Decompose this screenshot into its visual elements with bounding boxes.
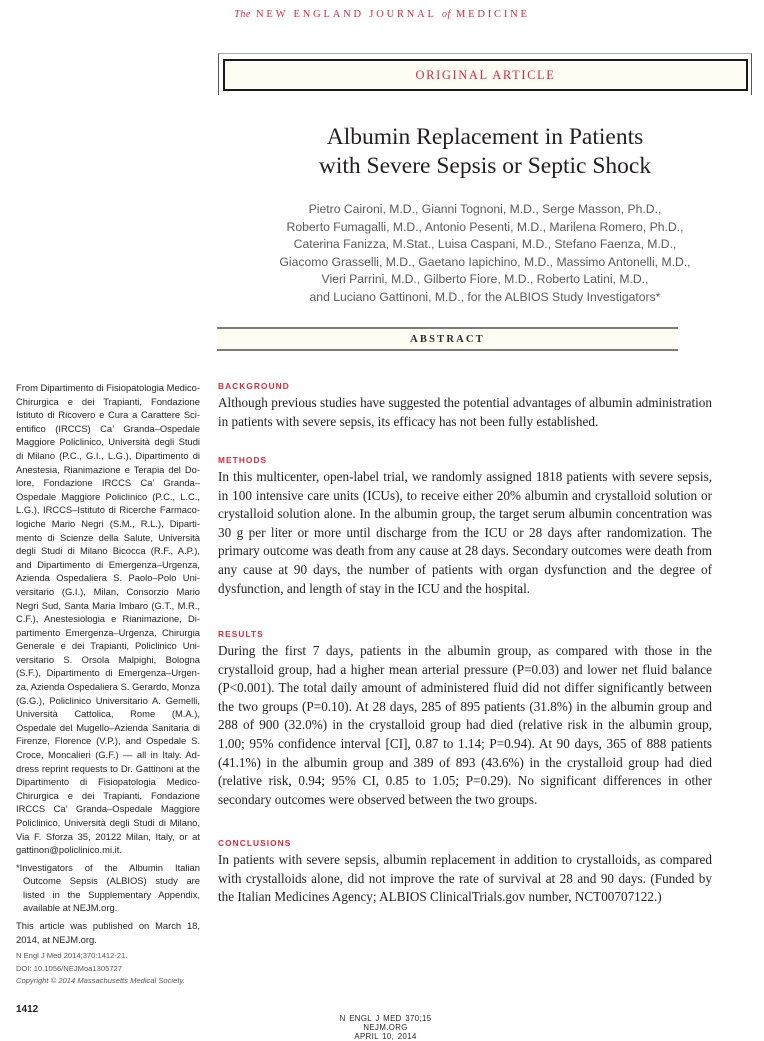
publication-note: This article was published on March 18, 2014, at NEJM.org. bbox=[16, 920, 200, 945]
section-heading: METHODS bbox=[218, 455, 268, 465]
author-line: Roberto Fumagalli, M.D., Antonio Pesenti, M.D., Marilena Romero, Ph.D., bbox=[286, 219, 684, 234]
masthead-name-part2: MEDICINE bbox=[456, 9, 530, 20]
article-type-frame bbox=[223, 59, 748, 91]
section-text: In patients with severe sepsis, albumin replacement in addition to crystalloids, as compared with crystalloids alone, did not improve the rate of survival at 28 and 90 days. (Funded by the Italian Medicines Agency; ALBIOS ClinicalTrials.gov number, NCT00707122.) bbox=[218, 852, 712, 905]
abstract-section-background bbox=[218, 381, 712, 431]
journal-masthead bbox=[0, 9, 764, 20]
section-text: In this multicenter, open-label trial, we randomly assigned 1818 patients with severe sepsis, in 100 intensive care units (ICUs), to receive either 20% albumin and crystalloid solution or crystalloid solution alone. In the albumin group, the target serum albumin concentration was 30 g per liter or more until discharge from the ICU or 28 days after randomization. The primary outcome was death from any cause at 28 days. Secondary outcomes were death from any cause at 90 days, the number of patients with organ dysfunction and the degree of dysfunction, and length of stay in the ICU and the hospital. bbox=[218, 469, 712, 596]
copyright-line: Copyright © 2014 Massachusetts Medical Society. bbox=[16, 976, 185, 986]
author-affiliations: From Dipartimento di Fisiopatologia Medico-Chirurgica e dei Trapianti, Fondazione Istituto di Ricovero e Cura a Carattere Scientifico (IRCCS) Ca’ Granda–Ospedale Maggiore Policlinico, Università degli Studi di Milano (P.C., G.I., L.G.), Dipartimento di Anestesia, Rianimazione e Terapia del Dolore, Fondazione IRCCS Ca’ Granda–Ospedale Maggiore Policlinico (P.C., L.C., L.G.), IRCCS–Istituto di Ricerche Farmacologiche Mario Negri (S.M., R.L.), Dipartimento di Scienze della Salute, Università degli Studi di Milano Bicocca (R.F., A.P.), and Dipartimento di Emergenza–Urgenza, Azienda Ospedaliera S. Paolo–Polo Universitario (G.I.), Milan, Consorzio Mario Negri Sud, Santa Maria Imbaro (G.T., M.R., C.F.), Anestesiologia e Rianimazione, Dipartimento Emergenza–Urgenza, Chirurgia Generale e dei Trapianti, Policlinico Universitario S. Orsola Malpighi, Bologna (S.F.), Dipartimento di Emergenza–Urgenza, Azienda Ospedaliera S. Gerardo, Monza (G.G.), Policlinico Universitario A. Gemelli, Università Cattolica, Rome (M.A.), Ospedale del Mugello–Azienda Sanitaria di Firenze, Florence (V.P.), and Ospedale S. Croce, Moncalieri (G.F.) — all in Italy. Address reprint requests to Dr. Gattinoni at the Dipartimento di Fisiopatologia Medico-Chirurgica e dei Trapianti, Fondazione IRCCS Ca’ Granda–Ospedale Maggiore Policlinico, Università degli Studi di Milano, Via F. Sforza 35, 20122 Milan, Italy, or at gattinon@policlinico.mi.it. bbox=[16, 382, 200, 856]
article-type-label: ORIGINAL ARTICLE bbox=[415, 67, 556, 82]
sidebar-notes bbox=[16, 381, 200, 987]
masthead-name-part1: NEW ENGLAND JOURNAL bbox=[256, 9, 437, 20]
section-text: During the first 7 days, patients in the albumin group, as compared with those in the crystalloid group, had a higher mean arterial pressure (P=0.03) and lower net fluid balance (P<0.001). The total daily amount of administered fluid did not differ significantly between the two groups (P=0.10). At 28 days, 285 of 895 patients (31.8%) in the albumin group and 288 of 900 (32.0%) in the crystalloid group had died (relative risk in the albumin group, 1.00; 95% confidence interval [CI], 0.87 to 1.14; P=0.94). At 90 days, 365 of 888 patients (41.1%) in the albumin group and 389 of 893 (43.6%) in the crystalloid group had died (relative risk, 0.94; 95% CI, 0.85 to 1.05; P=0.29). No significant differences in other secondary outcomes were observed between the two groups. bbox=[218, 643, 712, 807]
footer-date: APRIL 10, 2014 bbox=[354, 1032, 417, 1041]
author-line: and Luciano Gattinoni, M.D., for the ALBIOS Study Investigators* bbox=[309, 289, 661, 304]
running-footer bbox=[0, 1005, 764, 1041]
citation-block bbox=[16, 950, 200, 987]
abstract-section-conclusions bbox=[218, 838, 712, 907]
author-list bbox=[218, 201, 752, 307]
abstract-header-bar bbox=[217, 327, 678, 351]
abstract-section-methods bbox=[218, 455, 712, 598]
masthead-prefix: The bbox=[234, 9, 251, 20]
journal-citation: N Engl J Med 2014;370:1412-21. bbox=[16, 951, 128, 961]
section-heading: RESULTS bbox=[218, 629, 264, 639]
article-title bbox=[218, 123, 752, 181]
footer-site: NEJM.ORG bbox=[363, 1023, 408, 1032]
abstract-section-results bbox=[218, 629, 712, 809]
author-line: Giacomo Grasselli, M.D., Gaetano Iapichino, M.D., Massimo Antonelli, M.D., bbox=[279, 254, 691, 269]
investigators-footnote: *Investigators of the Albumin Italian Outcome Sepsis (ALBIOS) study are listed in the Supplementary Appendix, available at NEJM.org. bbox=[16, 861, 200, 913]
author-line: Pietro Caironi, M.D., Gianni Tognoni, M.D., Serge Masson, Ph.D., bbox=[308, 202, 662, 216]
title-line-1: Albumin Replacement in Patients bbox=[326, 124, 644, 150]
doi-line: DOI: 10.1056/NEJMoa1305727 bbox=[16, 963, 122, 973]
section-heading: BACKGROUND bbox=[218, 381, 290, 391]
abstract-label: ABSTRACT bbox=[410, 333, 485, 345]
footer-journal-ref: N ENGL J MED 370;15 bbox=[339, 1014, 432, 1023]
author-line: Caterina Fanizza, M.Stat., Luisa Caspani, M.D., Stefano Faenza, M.D., bbox=[293, 237, 677, 252]
section-heading: CONCLUSIONS bbox=[218, 838, 292, 848]
title-line-2: with Severe Sepsis or Septic Shock bbox=[318, 153, 652, 179]
page-number: 1412 bbox=[16, 1004, 39, 1015]
author-line: Vieri Parrini, M.D., Gilberto Fiore, M.D., Roberto Latini, M.D., bbox=[321, 272, 649, 287]
masthead-connector: of bbox=[441, 9, 451, 20]
section-text: Although previous studies have suggested the potential advantages of albumin administration in patients with severe sepsis, its efficacy has not been fully established. bbox=[218, 395, 712, 429]
